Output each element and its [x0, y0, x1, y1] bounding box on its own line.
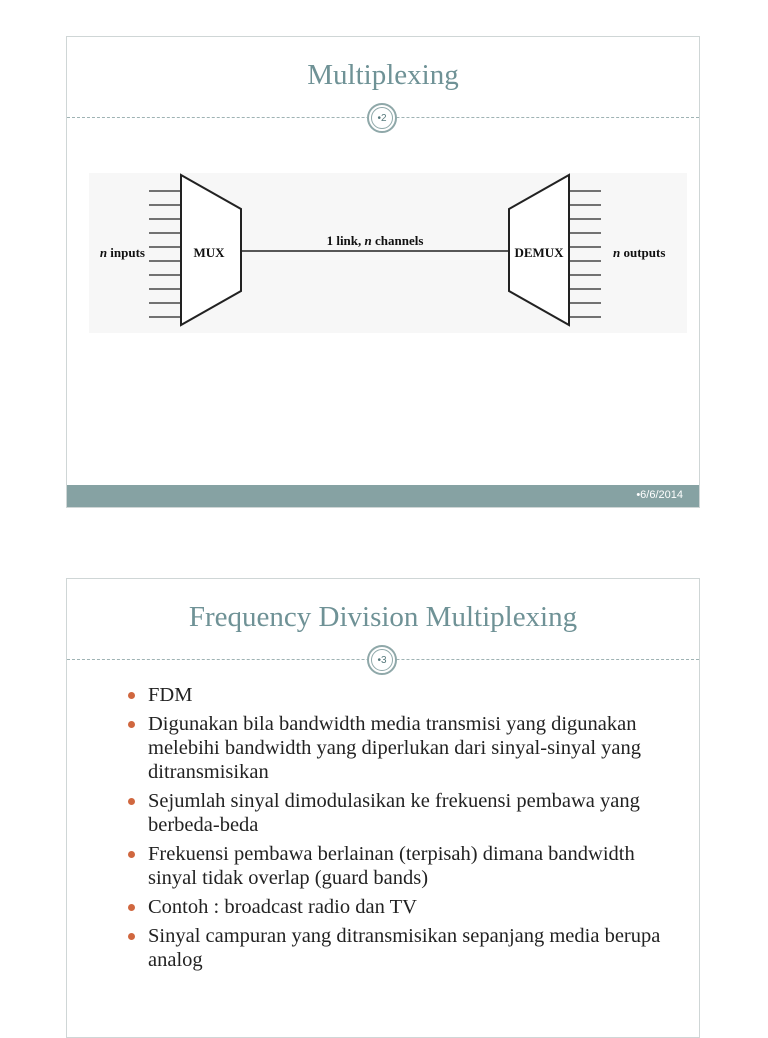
- bullet-item: [125, 789, 685, 837]
- slide-title: Frequency Division Multiplexing: [188, 601, 578, 633]
- outputs-label: [613, 245, 665, 260]
- outputs-label-var: n: [613, 245, 621, 260]
- inputs-label-text: inputs: [107, 245, 145, 260]
- page-number-badge: [367, 645, 397, 675]
- page-number: •2: [371, 107, 393, 129]
- bullet-text: Digunakan bila bandwidth media transmisi yang digunakan melebihi bandwidth yang diperlukan dari sinyal-sinyal yang ditransmisikan: [148, 713, 642, 783]
- link-label: [327, 233, 424, 248]
- bullet-item: [125, 895, 685, 919]
- link-label-var: n: [364, 233, 372, 248]
- mux-demux-diagram: [89, 173, 687, 333]
- bullet-item: [125, 683, 685, 707]
- bullet-text: Sinyal campuran yang ditransmisikan sepanjang media berupa analog: [148, 925, 661, 971]
- bullet-icon: [128, 904, 135, 911]
- footer-bar: [67, 485, 699, 507]
- bullet-text: Contoh : broadcast radio dan TV: [148, 896, 417, 918]
- bullet-text: FDM: [148, 684, 193, 706]
- bullet-icon: [128, 933, 135, 940]
- bullet-item: [125, 712, 685, 784]
- bullet-icon: [128, 798, 135, 805]
- bullet-icon: [128, 721, 135, 728]
- bullet-list: [125, 683, 685, 977]
- slide-multiplexing: [66, 36, 700, 508]
- demux-label: DEMUX: [514, 245, 564, 260]
- link-label-suffix: channels: [371, 233, 424, 248]
- diagram-background: [89, 173, 687, 333]
- slide-fdm: [66, 578, 700, 1038]
- page-number-badge: [367, 103, 397, 133]
- bullet-item: [125, 924, 685, 972]
- bullet-text: Frekuensi pembawa berlainan (terpisah) dimana bandwidth sinyal tidak overlap (guard bands): [148, 843, 635, 889]
- inputs-label-var: n: [99, 245, 108, 260]
- mux-label: MUX: [193, 245, 225, 260]
- bullet-text: Sejumlah sinyal dimodulasikan ke frekuensi pembawa yang berbeda-beda: [148, 790, 640, 836]
- inputs-label: [100, 245, 145, 260]
- bullet-icon: [128, 851, 135, 858]
- slide-title: Multiplexing: [307, 59, 459, 91]
- page-number: •3: [371, 649, 393, 671]
- outputs-label-text: outputs: [620, 245, 666, 260]
- bullet-icon: [128, 692, 135, 699]
- bullet-item: [125, 842, 685, 890]
- footer-date: •6/6/2014: [636, 489, 683, 501]
- link-label-prefix: 1 link,: [326, 233, 365, 248]
